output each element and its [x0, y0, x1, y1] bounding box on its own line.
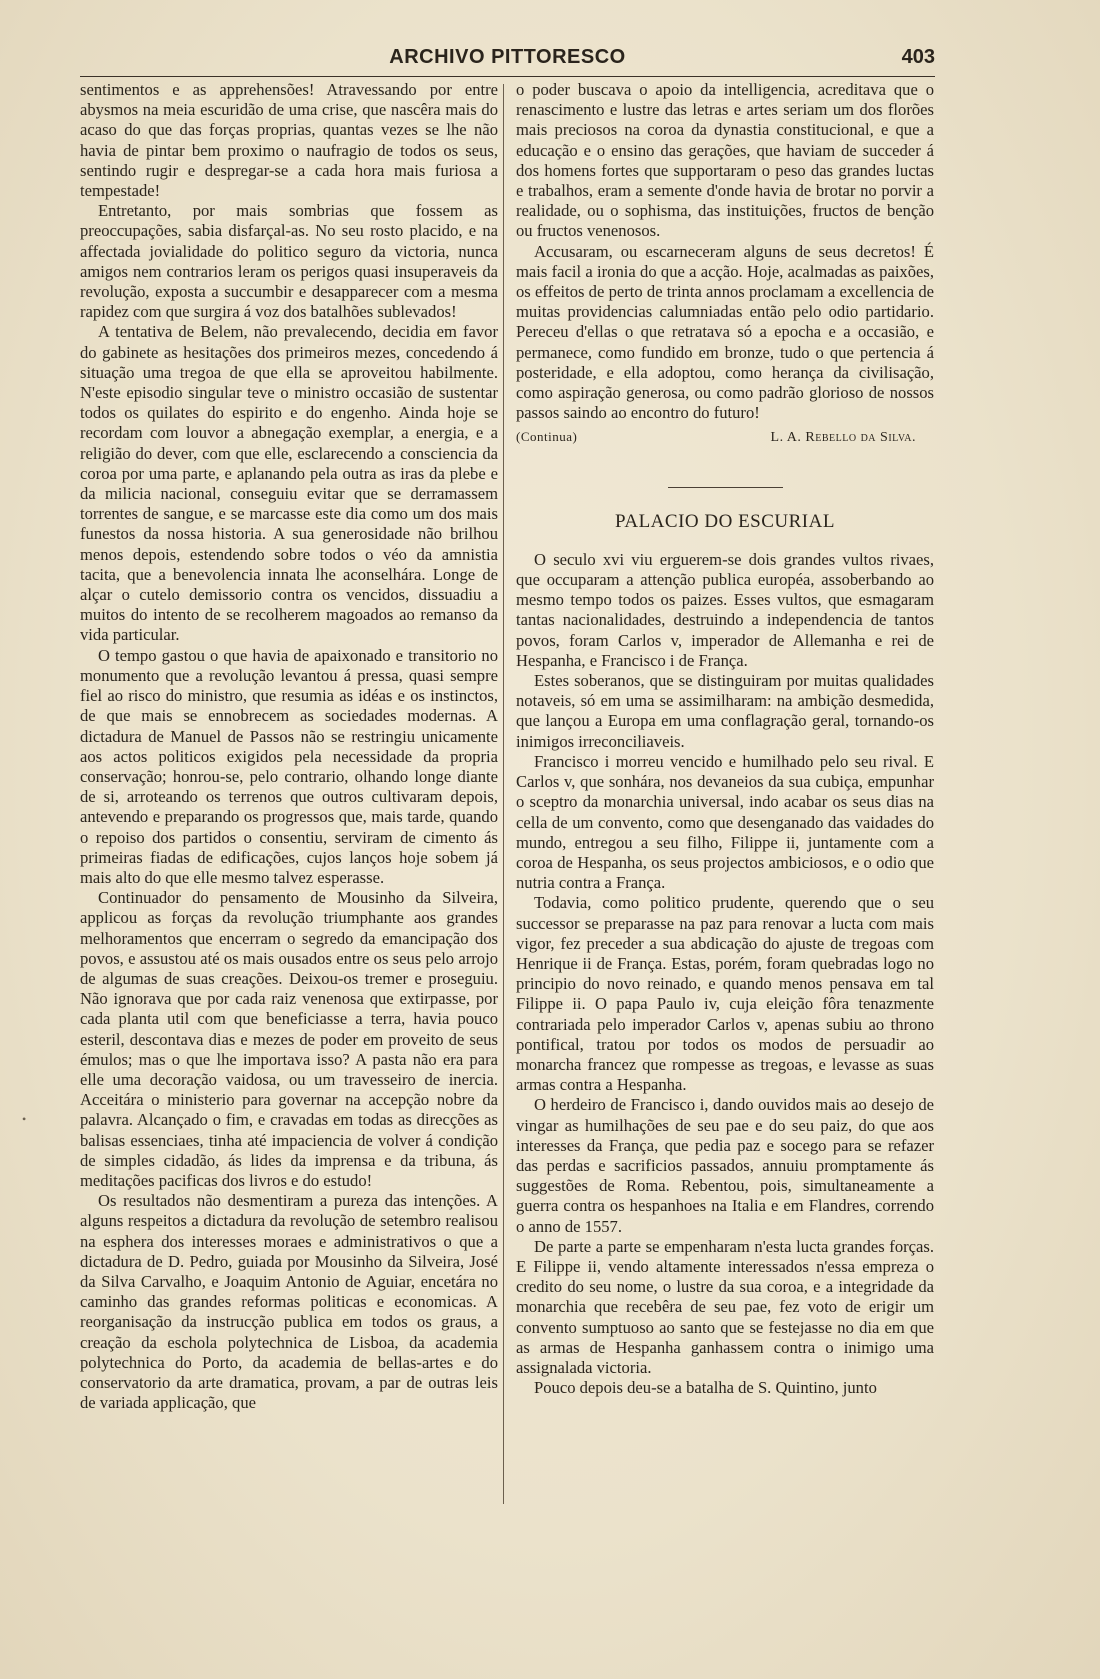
paragraph: Todavia, como politico prudente, querendo que o seu successor se preparasse na paz para renovar a lucta com mais vigor, fez preceder a sua abdicação do ajuste de tregoas com Henrique ii de França. Estas, porém, foram quebradas logo no principio do novo reinado, e quando menos pensava em tal Filippe ii. O papa Paulo iv, cuja eleição fôra tenazmente contrariada pelo imperador Carlos v, apenas subiu ao throno pontifical, tratou por todos os modos de persuadir ao monarcha francez que rompesse as tregoas, e levasse as suas armas contra a Hespanha. — [516, 893, 934, 1095]
right-column — [516, 80, 934, 1398]
column-divider — [503, 84, 504, 1504]
paragraph: Accusaram, ou escarneceram alguns de seus decretos! É mais facil a ironia do que a acção. Hoje, acalmadas as paixões, os effeitos de perto de trinta annos proclamam a excellencia de muitas providencias calumniadas então pelo odio partidario. Pereceu d'ellas o que retratava só a epocha e a occasião, e permanece, como fundido em bronze, tudo o que pertencia á posteridade, e ella adoptou, como herança da civilisação, como aspiração generosa, ou como padrão glorioso de nossos passos saindo ao encontro do futuro! — [516, 241, 934, 423]
author-name: L. A. Rebello da Silva. — [770, 430, 916, 446]
paragraph: Os resultados não desmentiram a pureza das intenções. A alguns respeitos a dictadura da revolução de setembro realisou na esphera dos interesses moraes e administrativos o que a dictadura de D. Pedro, guiada por Mousinho da Silveira, José da Silva Carvalho, e Joaquim Antonio de Aguiar, encetára no caminho das grandes reformas politicas e economicas. A reorganisação da instrucção publica em todos os graus, a creação da eschola polytechnica de Lisboa, da academia polytechnica do Porto, da academia de bellas-artes e do conservatorio da arte dramatica, provam, a par de outras leis de variada applicação, que — [80, 1191, 498, 1413]
margin-dot: • — [22, 1112, 27, 1126]
paragraph: Estes soberanos, que se distinguiram por muitas qualidades notaveis, só em uma se assimilharam: na ambição desmedida, que lançou a Europa em uma conflagração geral, tornando-os inimigos irreconciliaveis. — [516, 671, 934, 751]
paragraph: A tentativa de Belem, não prevalecendo, decidia em favor do gabinete as hesitações dos primeiros mezes, concedendo á situação uma tregoa de que ella se aproveitou habilmente. N'este episodio singular teve o ministro occasião de sustentar todos os quilates do espirito e do engenho. Ainda hoje se recordam com louvor a abnegação exemplar, a energia, e a religião do dever, com que elle, esclarecendo a consciencia da coroa por uma parte, e aplanando pela outra as iras da plebe e da milicia nacional, conseguiu evitar que se derramassem torrentes de sangue, e se marcasse este dia como um dos mais funestos da nossa historia. A sua generosidade não brilhou menos depois, estendendo sobre todos o véo da amnistia tacita, que a benevolencia innata lhe aconselhára. Longe de alçar o cutelo demissorio contra os vencidos, dissuadiu a muitos do intento de se recolherem magoados ao remanso da vida particular. — [80, 322, 498, 645]
section-title: PALACIO DO ESCURIAL — [615, 510, 835, 532]
paragraph: O seculo xvi viu erguerem-se dois grandes vultos rivaes, que occuparam a attenção publica européa, assoberbando ao mesmo tempo todos os paizes. Esses vultos, que esmagaram tantas nacionalidades, destruindo a independencia de tantos povos, foram Carlos v, imperador de Allemanha e rei de Hespanha, e Francisco i de França. — [516, 549, 934, 670]
header-rule — [80, 76, 935, 77]
page-number: 403 — [901, 46, 935, 68]
paragraph: Pouco depois deu-se a batalha de S. Quintino, junto — [534, 1378, 877, 1398]
paragraph: sentimentos e as apprehensões! Atravessando por entre abysmos na meia escuridão de uma crise, que nascêra mais do acaso do que das forças proprias, quantas vezes se lhe não havia de pintar bem proximo o naufragio de todos os seus, sentindo rugir e despregar-se a cada hora mais furiosa a tempestade! — [80, 80, 498, 201]
paragraph: De parte a parte se empenharam n'esta lucta grandes forças. E Filippe ii, vendo altamente interessados n'essa empreza o credito do seu nome, o lustre da sua coroa, e a integridade da monarchia que recebêra de seu pae, fez voto de erigir um convento sumptuoso ao santo que se festejasse no dia em que as armas de Hespanha ganhassem contra o inimigo uma assignalada victoria. — [516, 1236, 934, 1377]
section-separator — [668, 487, 783, 488]
paragraph: Francisco i morreu vencido e humilhado pelo seu rival. E Carlos v, que sonhára, nos devaneios da sua cubiça, empunhar o sceptro da monarchia universal, indo acabar os seus dias na cella de um convento, como que desenganado das vaidades do mundo, entregou a seu filho, Filippe ii, juntamente com a coroa de Hespanha, os seus projectos ambiciosos, e o odio que nutria contra a França. — [516, 751, 934, 893]
paragraph: O herdeiro de Francisco i, dando ouvidos mais ao desejo de vingar as humilhações de seu pae e do seu paiz, do que aos interesses da França, que pedia paz e socego para se refazer das perdas e sacrificios passados, annuiu promptamente ás suggestões de Roma. Rebentou, pois, simultaneamente a guerra contra os hespanhoes na Italia e em Flandres, correndo o anno de 1557. — [516, 1095, 934, 1236]
paragraph: Entretanto, por mais sombrias que fossem as preoccupações, sabia disfarçal-as. No seu rosto placido, e na affectada jovialidade do politico seguro da victoria, nunca amigos nem contrarios leram os perigos quasi insuperaveis da revolução, exposta a succumbir e desapparecer com a mesma rapidez com que surgira á voz dos batalhões sublevados! — [80, 201, 498, 322]
paragraph: o poder buscava o apoio da intelligencia, acreditava que o renascimento e lustre das letras e artes seriam um dos florões mais preciosos na coroa da dynastia constitucional, e que a educação e o ensino das gerações, que haviam de succeder á dos homens fortes que supportaram o peso das grandes luctas e trabalhos, eram a semente d'onde havia de brotar no porvir a realidade, ou o sophisma, das instituições, fructos de benção ou fructos venenosos. — [516, 80, 934, 241]
paragraph: O tempo gastou o que havia de apaixonado e transitorio no monumento que a revolução levantou á pressa, quasi sempre fiel ao risco do ministro, que resumia as idéas e os instinctos, de que mais se ennobrecem as sociedades modernas. A dictadura de Manuel de Passos não se restringiu unicamente aos actos politicos exigidos pela necessidade da propria conservação; honrou-se, pelo contrario, olhando longe diante de si, arroteando os terrenos que outros cultivaram depois, antevendo e preparando os progressos que, mais tarde, quando o repoiso dos partidos o consentiu, serviram de cimento ás primeiras fiadas de edificações, cujos lanços hoje sobem já mais alto do que elle mesmo talvez esperasse. — [80, 645, 498, 887]
continua-note: (Continua) — [516, 429, 578, 445]
paragraph: Continuador do pensamento de Mousinho da Silveira, applicou as forças da revolução triumphante aos grandes melhoramentos que encerram o segredo da emancipação dos povos, e assustou até os mais ousados entre os seus pelo arrojo de algumas de suas creações. Deixou-os tremer e proseguiu. Não ignorava que por cada raiz venenosa que extirpasse, por cada planta util com que beneficiasse a terra, havia pouco esteril, descontava dias e mezes de poder em proveito de seus émulos; mas o que lhe importava isso? A pasta não era para elle uma decoração vaidosa, ou um travesseiro de inercia. Acceitára o ministerio para governar na accepção nobre da palavra. Alcançado o fim, e cravadas em todas as direcções as balisas essenciaes, tinha até impaciencia de volver á condição de simples cidadão, ás lides da imprensa e da tribuna, ás meditações pacificas dos livros e do estudo! — [80, 888, 498, 1190]
article-signature — [516, 427, 934, 448]
left-column — [80, 80, 498, 1413]
page-header — [80, 46, 935, 74]
running-title: ARCHIVO PITTORESCO — [389, 46, 626, 68]
